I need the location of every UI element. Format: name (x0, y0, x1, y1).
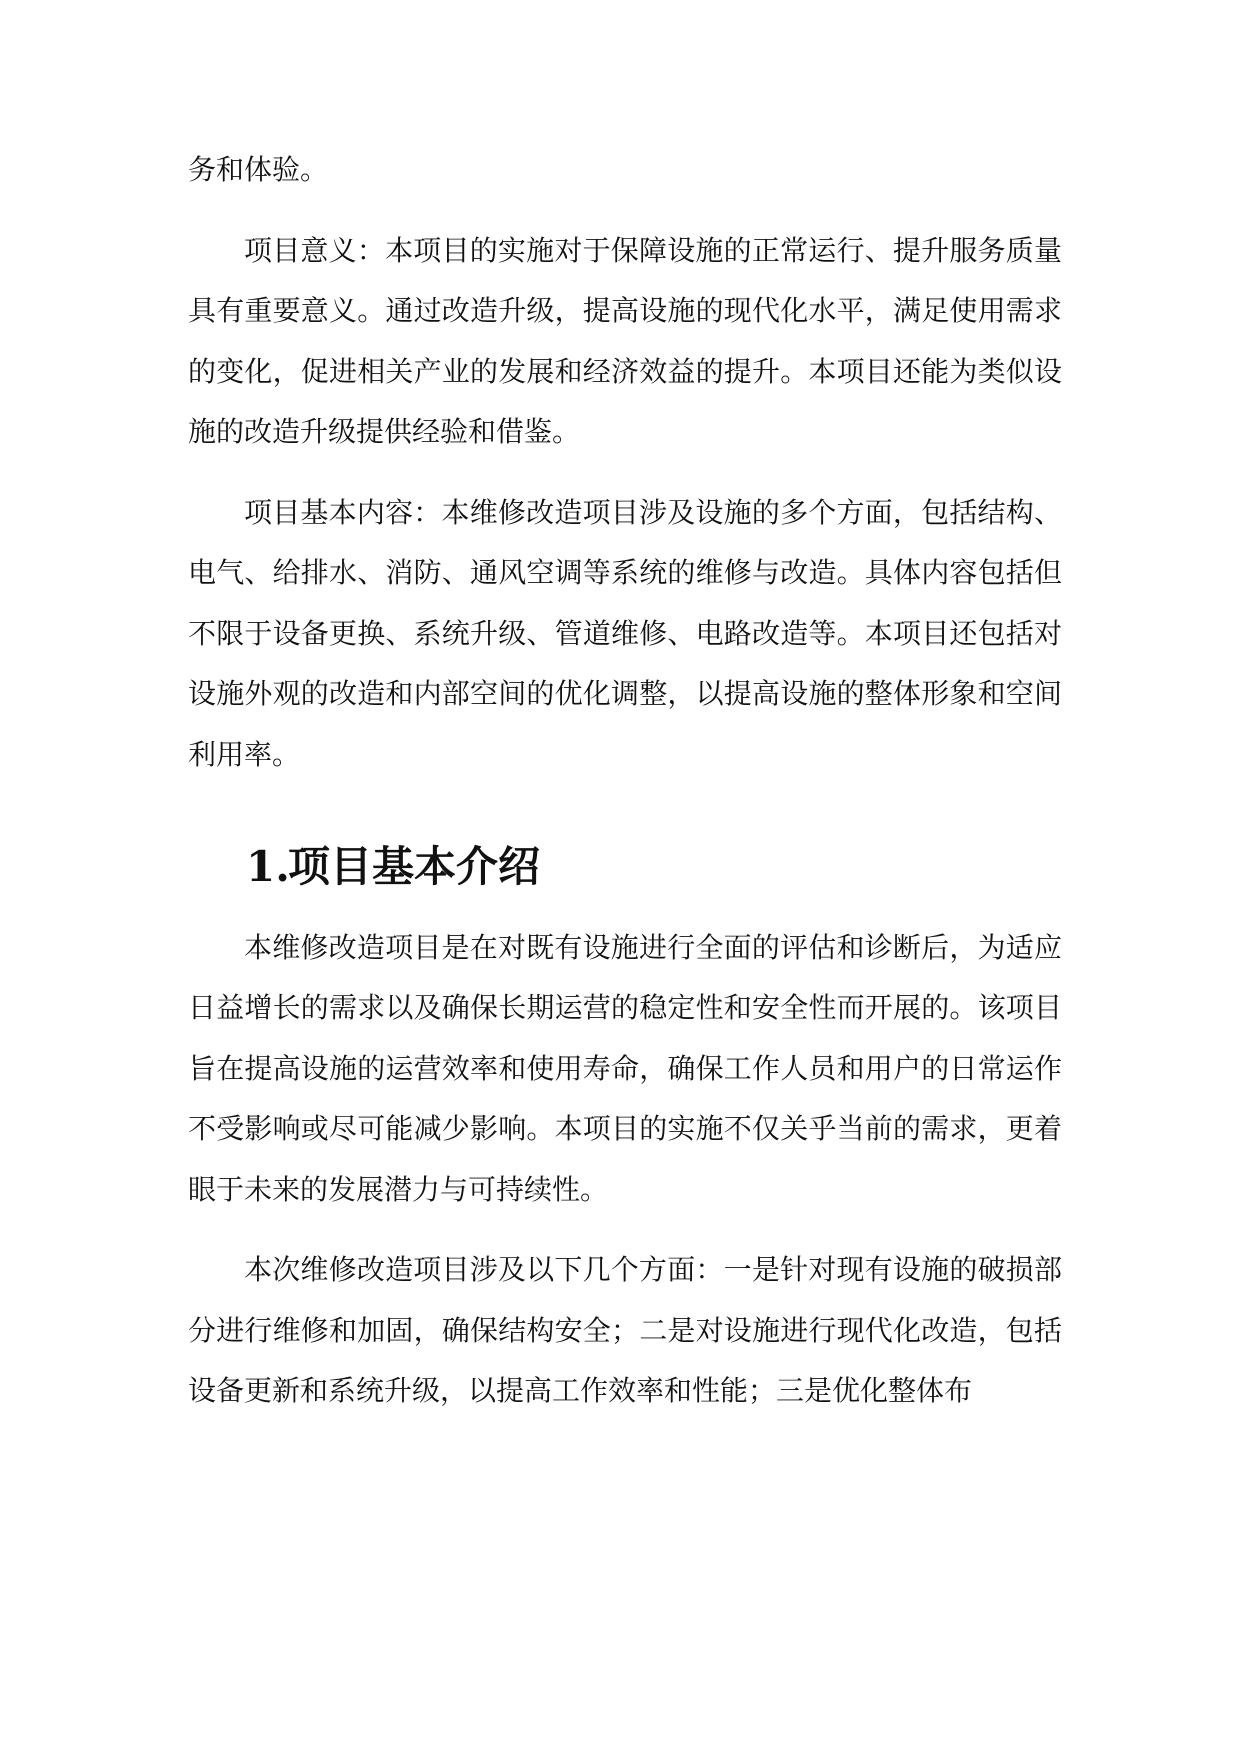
paragraph-project-significance: 项目意义：本项目的实施对于保障设施的正常运行、提升服务质量具有重要意义。通过改造升级，提高设施的现代化水平，满足使用需求的变化，促进相关产业的发展和经济效益的提升。本项目还能为类似设施的改造升级提供经验和借鉴。 (188, 233, 1062, 448)
paragraph-project-content: 项目基本内容：本维修改造项目涉及设施的多个方面，包括结构、电气、给排水、消防、通风空调等系统的维修与改造。具体内容包括但不限于设备更换、系统升级、管道维修、电路改造等。本项目还包括对设施外观的改造和内部空间的优化调整，以提高设施的整体形象和空间利用率。 (188, 495, 1062, 771)
section-heading-number: 1. (246, 842, 290, 891)
section-heading (188, 837, 1062, 898)
document-body (188, 140, 1062, 1422)
paragraph-project-aspects: 本次维修改造项目涉及以下几个方面：一是针对现有设施的破损部分进行维修和加固，确保结构安全；二是对设施进行现代化改造，包括设备更新和系统升级，以提高工作效率和性能；三是优化整体布 (188, 1253, 1062, 1407)
paragraph-continuation: 务和体验。 (188, 153, 329, 186)
section-heading-title: 项目基本介绍 (288, 842, 541, 891)
paragraph-project-intro: 本维修改造项目是在对既有设施进行全面的评估和诊断后，为适应日益增长的需求以及确保长期运营的稳定性和安全性而开展的。该项目旨在提高设施的运营效率和使用寿命，确保工作人员和用户的日常运作不受影响或尽可能减少影响。本项目的实施不仅关乎当前的需求，更着眼于未来的发展潜力与可持续性。 (188, 930, 1062, 1206)
